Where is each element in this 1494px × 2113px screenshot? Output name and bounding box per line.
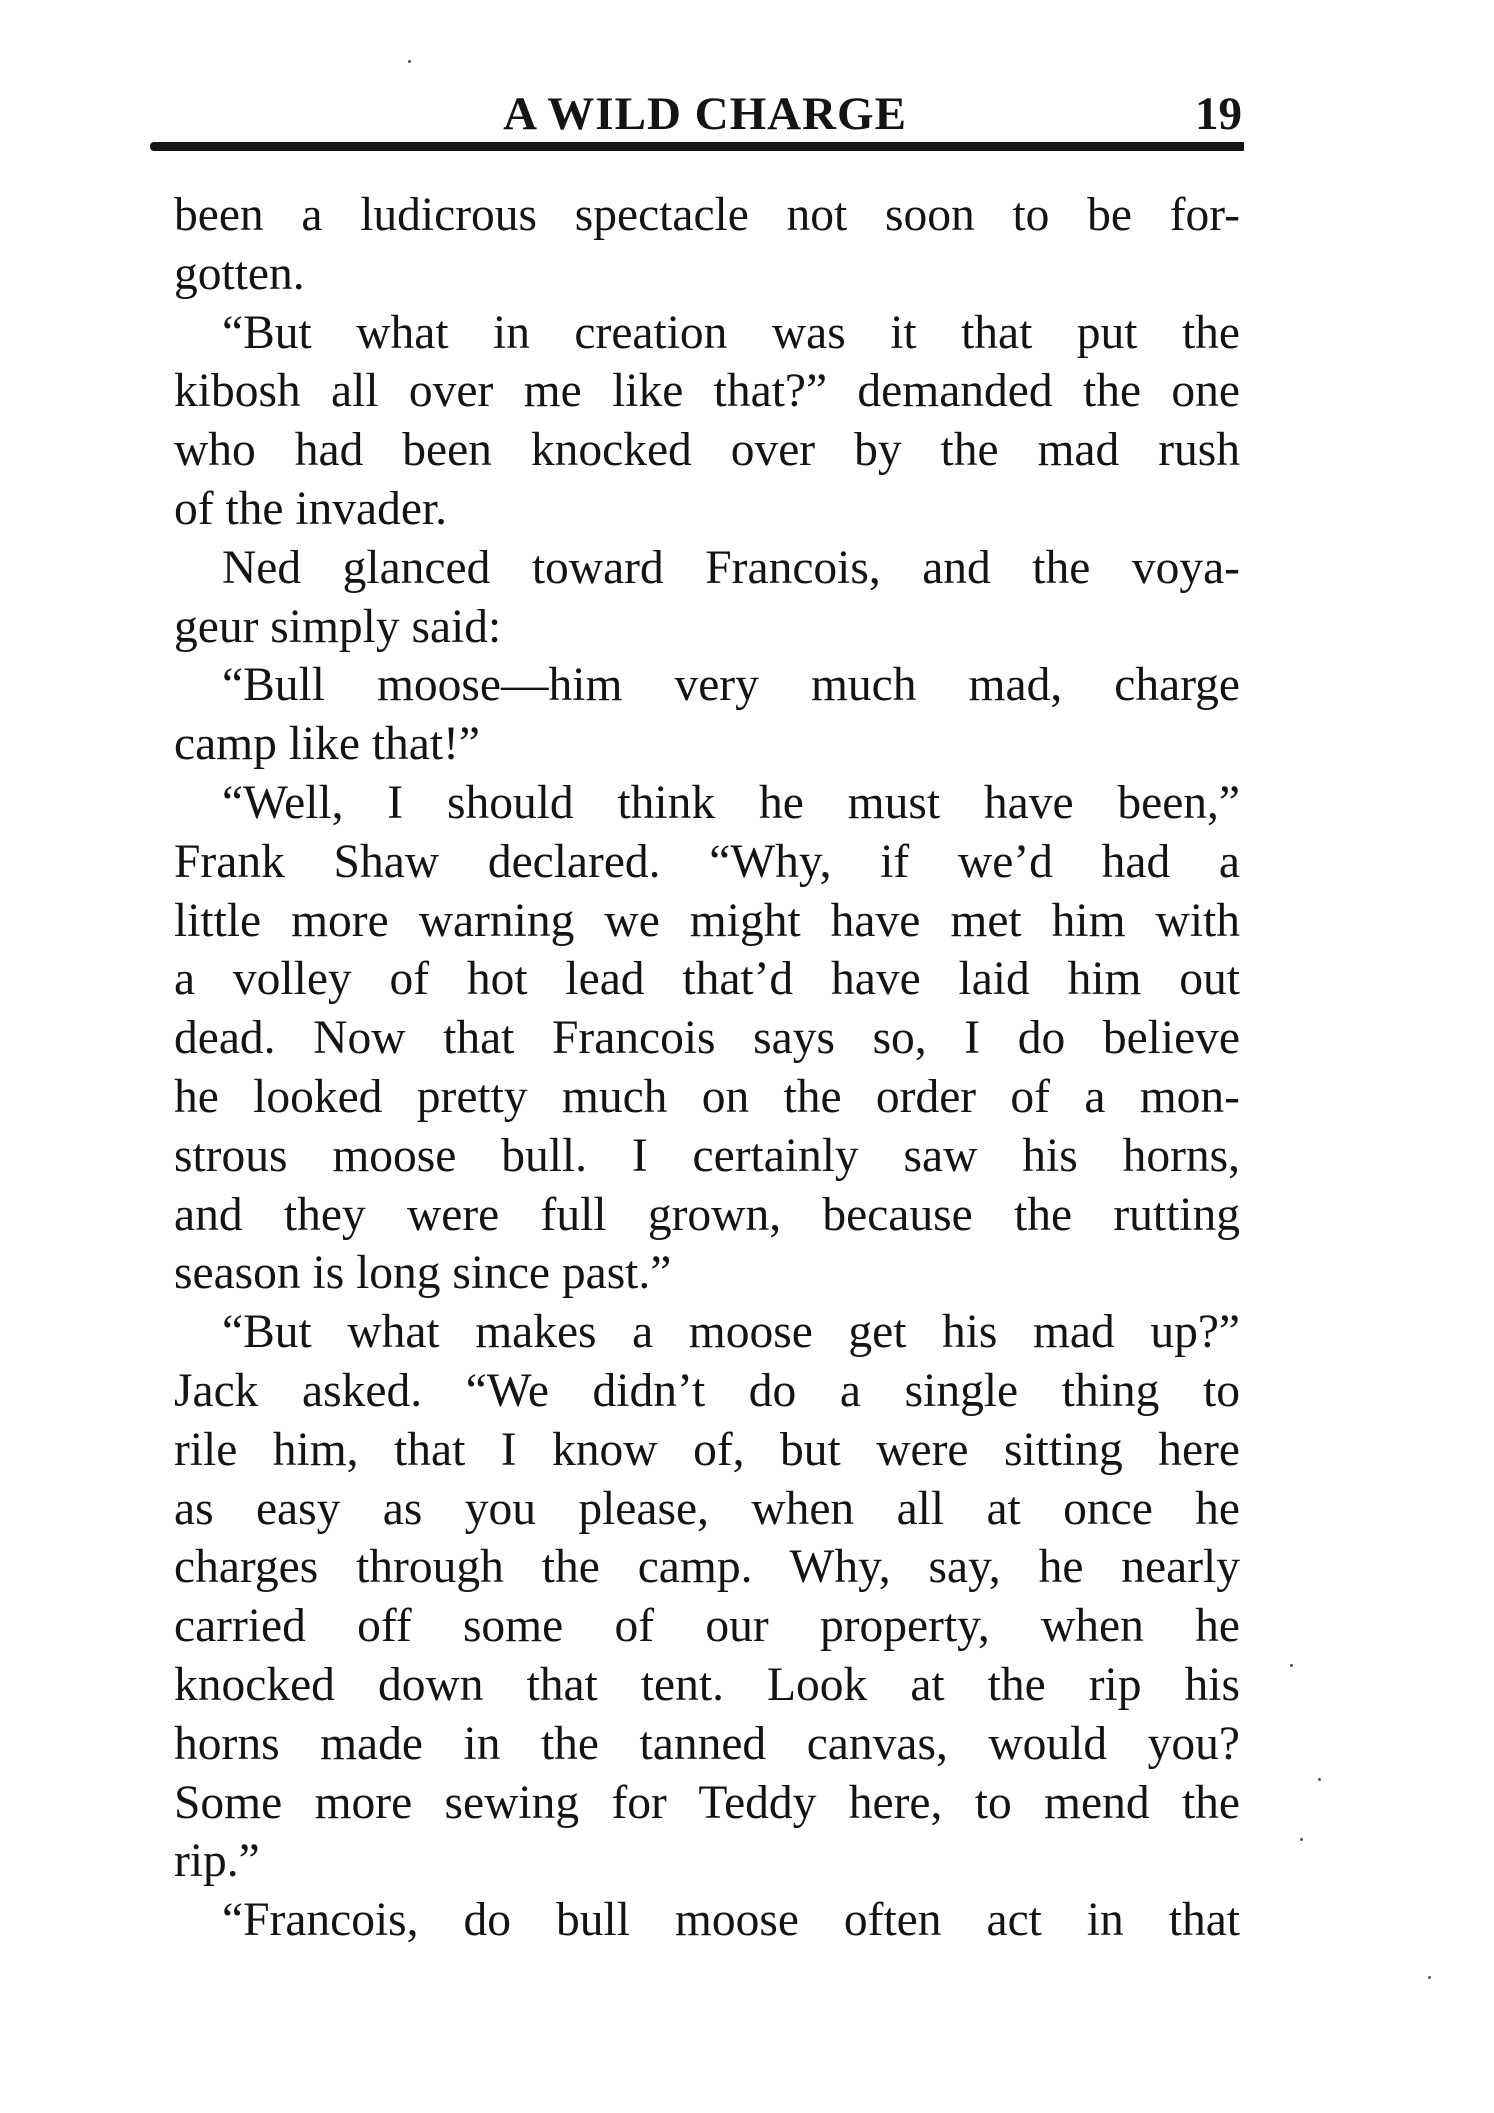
print-speck	[1290, 1664, 1293, 1667]
text-line: season is long since past.”	[174, 1247, 672, 1300]
text-line: horns made in the tanned canvas, would you?	[174, 1717, 1240, 1770]
text-line: “But what makes a moose get his mad up?”	[222, 1306, 1240, 1359]
text-line: “Well, I should think he must have been,”	[222, 776, 1240, 829]
print-speck	[408, 60, 411, 63]
body-text	[174, 186, 1240, 1950]
running-head	[168, 86, 1242, 142]
text-line: and they were full grown, because the rutting	[174, 1188, 1240, 1241]
text-line: gotten.	[174, 247, 305, 300]
print-speck	[1428, 1976, 1431, 1979]
text-line: carried off some of our property, when he	[174, 1600, 1240, 1653]
text-line: camp like that!”	[174, 718, 480, 771]
text-line: “But what in creation was it that put the	[222, 306, 1240, 359]
text-line: kibosh all over me like that?” demanded the one	[174, 365, 1240, 418]
paragraph	[174, 304, 1240, 539]
paragraph	[174, 656, 1240, 774]
page-number: 19	[1195, 88, 1242, 140]
text-line: he looked pretty much on the order of a mon-	[174, 1070, 1240, 1123]
text-line: “Francois, do bull moose often act in that	[222, 1894, 1240, 1947]
header-rule	[150, 142, 1244, 151]
text-line: knocked down that tent. Look at the rip his	[174, 1658, 1240, 1711]
paragraph	[174, 186, 1240, 304]
text-line: rip.”	[174, 1835, 260, 1888]
text-line: Frank Shaw declared. “Why, if we’d had a	[174, 835, 1240, 888]
text-line: charges through the camp. Why, say, he nearly	[174, 1541, 1240, 1594]
paragraph	[174, 774, 1240, 1303]
text-line: Ned glanced toward Francois, and the voya-	[222, 541, 1240, 594]
paragraph	[174, 1303, 1240, 1891]
text-line: Some more sewing for Teddy here, to mend the	[174, 1776, 1240, 1829]
text-line: been a ludicrous spectacle not soon to be for-	[174, 189, 1240, 241]
text-line: “Bull moose—him very much mad, charge	[222, 659, 1240, 712]
text-line: geur simply said:	[174, 600, 502, 653]
text-line: strous moose bull. I certainly saw his horns,	[174, 1129, 1240, 1182]
text-line: rile him, that I know of, but were sitting here	[174, 1423, 1240, 1476]
text-line: as easy as you please, when all at once he	[174, 1482, 1240, 1535]
text-line: who had been knocked over by the mad rush	[174, 424, 1240, 477]
text-line: a volley of hot lead that’d have laid him out	[174, 953, 1240, 1006]
text-line: of the invader.	[174, 482, 448, 535]
chapter-title: A WILD CHARGE	[503, 88, 907, 140]
print-speck	[1300, 1838, 1303, 1841]
print-speck	[1318, 1778, 1321, 1781]
text-line: little more warning we might have met him with	[174, 894, 1240, 947]
text-line: dead. Now that Francois says so, I do believe	[174, 1012, 1240, 1065]
text-line: Jack asked. “We didn’t do a single thing to	[174, 1364, 1240, 1417]
paragraph	[174, 1891, 1240, 1950]
paragraph	[174, 539, 1240, 657]
